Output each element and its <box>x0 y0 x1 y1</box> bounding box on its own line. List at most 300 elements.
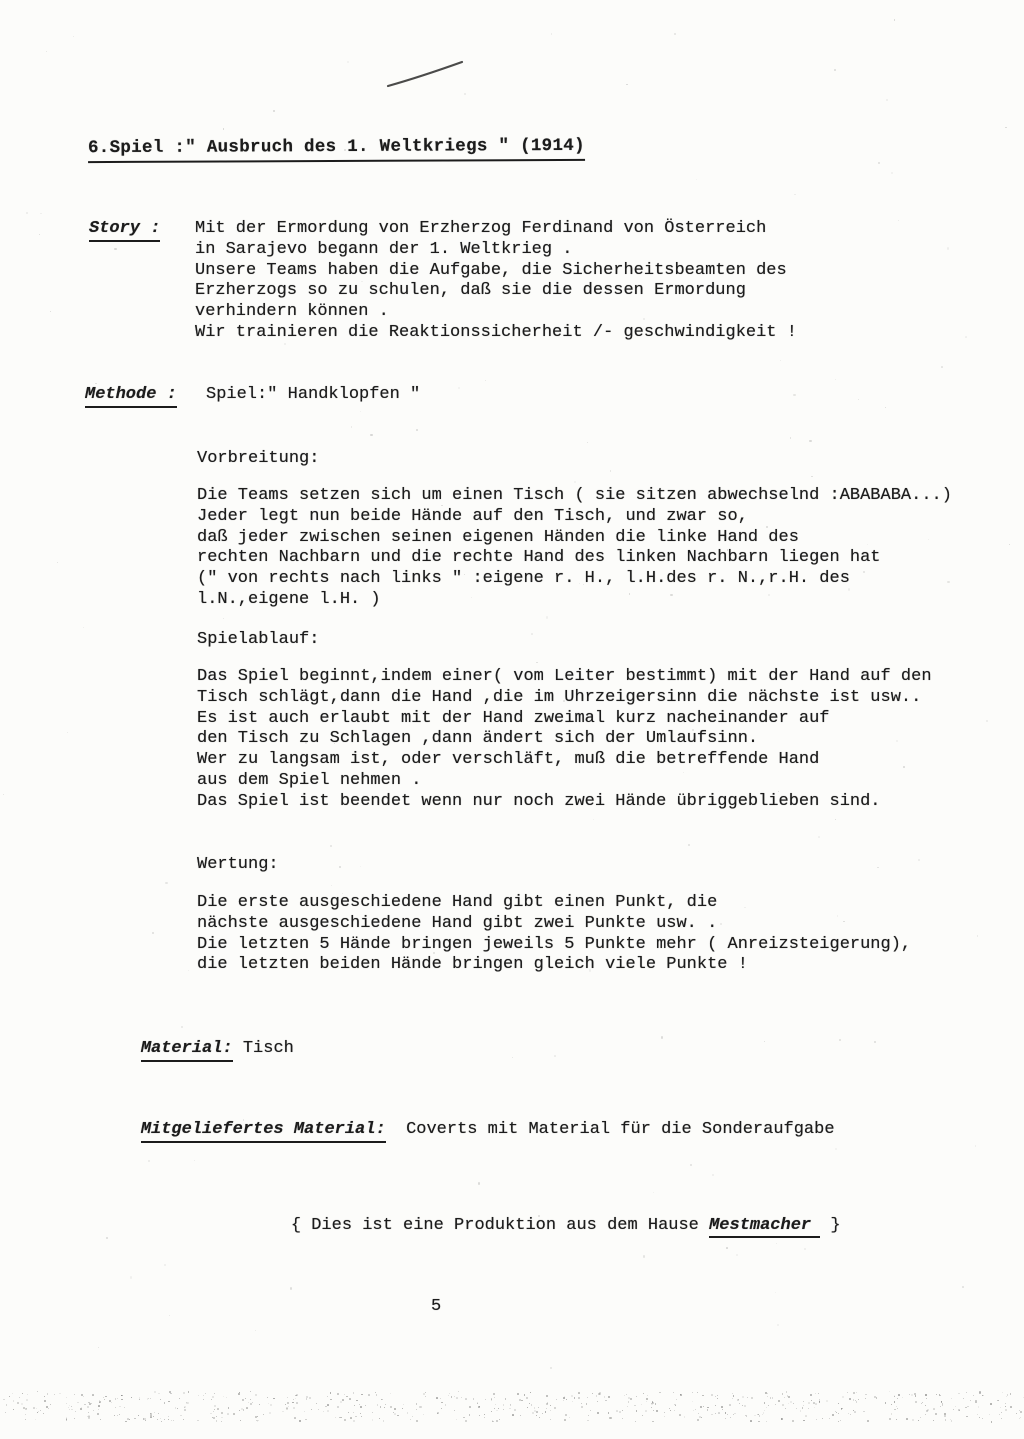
scan-speckle <box>296 1402 298 1404</box>
scan-speckle <box>226 1397 227 1398</box>
scan-speckle <box>751 1397 753 1399</box>
scan-noise-band <box>0 1385 1024 1430</box>
scan-speckle <box>725 1418 726 1419</box>
scan-speckle <box>688 844 690 846</box>
scan-speckle <box>536 662 538 664</box>
scan-speckle <box>759 1415 761 1417</box>
scan-speckle <box>203 1395 204 1396</box>
scan-speckle <box>587 1397 588 1398</box>
scan-speckle <box>98 1409 99 1410</box>
scan-speckle <box>856 1401 858 1403</box>
scan-speckle <box>733 1414 734 1415</box>
scan-speckle <box>216 1420 218 1422</box>
scan-speckle <box>248 1402 249 1403</box>
scan-speckle <box>394 1408 396 1410</box>
scan-speckle <box>896 1406 898 1408</box>
story-line: Mit der Ermordung von Erzherzog Ferdinand von Österreich <box>195 219 767 238</box>
scan-speckle <box>742 1396 744 1398</box>
scan-speckle <box>379 1418 380 1419</box>
scan-speckle <box>897 1408 899 1410</box>
scan-speckle <box>458 1391 459 1392</box>
scan-speckle <box>542 1413 543 1414</box>
scan-speckle <box>210 1413 211 1414</box>
scan-speckle <box>578 1397 580 1399</box>
story-line: Unsere Teams haben die Aufgabe, die Sicherheitsbeamten des <box>195 260 787 280</box>
scan-speckle <box>725 1412 727 1414</box>
scan-speckle <box>692 1401 693 1402</box>
scan-speckle <box>641 1404 642 1405</box>
scan-speckle <box>627 1406 628 1407</box>
story-text <box>195 219 797 344</box>
scan-speckle <box>425 1396 426 1397</box>
scan-speckle <box>496 1420 498 1422</box>
scan-speckle <box>461 1397 462 1398</box>
scan-speckle <box>273 110 275 112</box>
scan-speckle <box>477 1402 478 1403</box>
scan-speckle <box>87 1406 89 1408</box>
scan-speckle <box>1007 1394 1009 1396</box>
scan-speckle <box>891 1404 892 1405</box>
scan-speckle <box>966 1416 968 1418</box>
scan-speckle <box>718 1412 720 1414</box>
scan-speckle <box>853 1399 854 1400</box>
spielablauf-line: Es ist auch erlaubt mit der Hand zweimal kurz nacheinander auf <box>197 708 830 728</box>
scan-speckle <box>886 99 888 101</box>
scan-speckle <box>184 1407 185 1408</box>
scan-speckle <box>469 1414 470 1415</box>
scan-speckle <box>536 1411 537 1412</box>
scan-speckle <box>670 1410 671 1411</box>
scan-speckle <box>698 1413 699 1414</box>
scan-speckle <box>245 1398 246 1399</box>
scan-speckle <box>803 1401 804 1402</box>
scan-speckle <box>782 1404 784 1406</box>
scan-speckle <box>290 1287 292 1289</box>
scan-speckle <box>1010 1393 1012 1395</box>
scan-speckle <box>98 1405 100 1407</box>
scan-speckle <box>836 1412 837 1413</box>
scan-speckle <box>92 1394 94 1396</box>
scan-speckle <box>521 1400 522 1401</box>
scan-speckle <box>963 1398 964 1399</box>
scan-speckle <box>259 1404 260 1405</box>
scan-speckle <box>213 1417 215 1419</box>
scan-speckle <box>296 1394 298 1396</box>
scan-speckle <box>168 1401 170 1403</box>
scan-speckle <box>503 1404 504 1405</box>
scan-speckle <box>327 1410 329 1412</box>
scan-speckle <box>574 1397 576 1399</box>
wertung-heading: Wertung: <box>197 855 279 874</box>
scan-speckle <box>628 1397 630 1399</box>
scan-speckle <box>936 1394 937 1395</box>
scan-speckle <box>130 1276 132 1278</box>
scan-speckle <box>790 1401 792 1403</box>
scan-speckle <box>652 1401 653 1402</box>
scan-speckle <box>441 1402 442 1403</box>
scan-speckle <box>962 1286 964 1288</box>
scan-speckle <box>99 1400 101 1402</box>
scan-speckle <box>469 1406 471 1408</box>
scan-speckle <box>652 1402 654 1404</box>
scan-speckle <box>454 1410 455 1411</box>
scan-speckle <box>117 1415 118 1416</box>
scan-speckle <box>186 1402 188 1404</box>
scan-speckle <box>294 1417 296 1419</box>
scan-speckle <box>626 1394 627 1395</box>
scan-speckle <box>973 1395 974 1396</box>
scan-speckle <box>493 1393 495 1395</box>
scan-speckle <box>59 1393 60 1394</box>
scan-speckle <box>104 1399 105 1400</box>
scan-speckle <box>1020 1417 1021 1418</box>
scan-speckle <box>330 845 332 847</box>
scan-speckle <box>19 1397 21 1399</box>
scan-speckle <box>785 1408 786 1409</box>
scan-speckle <box>477 1403 478 1404</box>
scan-speckle <box>564 1396 566 1398</box>
scan-speckle <box>702 1395 703 1396</box>
scan-speckle <box>293 1399 294 1400</box>
scan-speckle <box>337 1406 339 1408</box>
scan-speckle <box>99 1401 101 1403</box>
scan-speckle <box>894 1395 895 1396</box>
scan-speckle <box>684 1416 685 1417</box>
scan-speckle <box>593 819 594 820</box>
scan-speckle <box>153 1416 154 1417</box>
scan-speckle <box>927 1409 929 1411</box>
scan-speckle <box>744 1405 746 1407</box>
scan-speckle <box>227 1413 229 1415</box>
scan-speckle <box>746 1415 748 1417</box>
scan-speckle <box>935 1413 937 1415</box>
scan-speckle <box>66 1418 67 1419</box>
spacer <box>386 1120 406 1139</box>
scan-speckle <box>918 1420 919 1421</box>
scan-speckle <box>368 1394 370 1396</box>
scan-speckle <box>853 1392 855 1394</box>
scan-speckle <box>848 1413 849 1414</box>
scan-speckle <box>814 1407 816 1409</box>
scan-speckle <box>1001 1418 1002 1419</box>
scan-speckle <box>810 1394 812 1396</box>
scan-speckle <box>44 1396 45 1397</box>
scan-speckle <box>50 311 51 312</box>
scan-speckle <box>546 1395 548 1397</box>
scan-speckle <box>651 1403 652 1404</box>
scan-speckle <box>838 1421 839 1422</box>
scan-speckle <box>74 1394 75 1395</box>
scan-speckle <box>119 1406 120 1407</box>
scan-speckle <box>922 1402 923 1403</box>
scan-speckle <box>778 1400 779 1401</box>
scan-speckle <box>742 1405 743 1406</box>
scan-speckle <box>331 885 332 886</box>
scan-speckle <box>184 1409 185 1410</box>
scan-speckle <box>867 1420 869 1422</box>
scan-speckle <box>25 1408 27 1410</box>
scan-speckle <box>950 1419 951 1420</box>
scan-speckle <box>138 1415 139 1416</box>
scan-speckle <box>563 1400 564 1401</box>
scan-speckle <box>912 1419 914 1421</box>
scan-speckle <box>772 1397 774 1399</box>
scan-speckle <box>256 1420 257 1421</box>
scan-speckle <box>897 1398 898 1399</box>
scan-speckle <box>154 1412 155 1413</box>
scan-speckle <box>818 836 820 838</box>
scan-speckle <box>109 1400 111 1402</box>
scan-speckle <box>965 336 967 338</box>
scan-speckle <box>536 1415 537 1416</box>
scan-speckle <box>991 1421 993 1423</box>
scan-speckle <box>177 1408 178 1409</box>
scan-speckle <box>353 1420 355 1422</box>
scan-speckle <box>88 1416 90 1418</box>
scan-speckle <box>217 1408 219 1410</box>
scan-speckle <box>295 1395 296 1396</box>
scan-speckle <box>784 1397 785 1398</box>
scan-speckle <box>707 1409 709 1411</box>
scan-speckle <box>915 1401 917 1403</box>
scan-speckle <box>958 1393 959 1394</box>
scan-speckle <box>534 1407 536 1409</box>
scan-speckle <box>695 1409 696 1410</box>
scan-speckle <box>37 1412 38 1413</box>
scan-speckle <box>1010 1406 1012 1408</box>
scan-speckle <box>173 1420 174 1421</box>
scan-speckle <box>532 1412 534 1414</box>
scan-speckle <box>967 1406 969 1408</box>
scan-speckle <box>599 1392 601 1394</box>
scan-speckle <box>183 1419 184 1420</box>
scan-speckle <box>238 1393 240 1395</box>
scan-speckle <box>270 1404 272 1406</box>
scan-speckle <box>255 1330 256 1331</box>
scan-speckle <box>171 1420 172 1421</box>
scan-speckle <box>951 1398 952 1399</box>
scan-speckle <box>3 794 5 796</box>
scan-speckle <box>556 1399 557 1400</box>
scan-speckle <box>397 1415 399 1417</box>
scan-speckle <box>674 1410 675 1411</box>
scan-speckle <box>114 1415 115 1416</box>
scan-speckle <box>955 1406 956 1407</box>
scan-speckle <box>288 1406 289 1407</box>
scan-speckle <box>982 1395 983 1396</box>
scan-speckle <box>829 1418 830 1419</box>
scan-speckle <box>711 1414 713 1416</box>
scan-speckle <box>659 1392 660 1393</box>
story-line: in Sarajevo begann der 1. Weltkrieg . <box>195 239 573 259</box>
scan-speckle <box>885 1402 886 1403</box>
vorbereitung-heading: Vorbreitung: <box>197 449 320 468</box>
scan-speckle <box>183 1392 185 1394</box>
scan-speckle <box>57 562 58 563</box>
scan-speckle <box>800 1410 801 1411</box>
scan-speckle <box>703 1406 704 1407</box>
scan-speckle <box>353 1392 354 1393</box>
scan-speckle <box>161 1421 162 1422</box>
scan-speckle <box>911 1394 913 1396</box>
scan-speckle <box>160 1399 161 1400</box>
scan-speckle <box>978 1406 980 1408</box>
scan-speckle <box>998 1400 999 1401</box>
scan-speckle <box>858 399 859 400</box>
scan-speckle <box>361 1416 362 1417</box>
scan-speckle <box>25 1414 26 1415</box>
scan-speckle <box>381 1399 382 1400</box>
wertung-line: die letzten beiden Hände bringen gleich viele Punkte ! <box>197 955 748 975</box>
scan-speckle <box>372 1412 373 1413</box>
scan-speckle <box>498 1408 499 1409</box>
scan-speckle <box>699 1416 701 1418</box>
scan-speckle <box>241 1408 243 1410</box>
story-line: verhindern können . <box>195 302 389 322</box>
scan-speckle <box>664 1412 665 1413</box>
spielablauf-line: Das Spiel ist beendet wenn nur noch zwei Hände übriggeblieben sind. <box>197 791 881 811</box>
scan-speckle <box>416 429 418 431</box>
scan-speckle <box>99 1402 100 1403</box>
scan-speckle <box>80 1408 81 1409</box>
scan-speckle <box>88 1412 89 1413</box>
scan-speckle <box>425 1392 426 1393</box>
scan-speckle <box>788 1396 790 1398</box>
scan-speckle <box>152 932 154 934</box>
scan-speckle <box>727 1414 728 1415</box>
scan-speckle <box>66 1419 67 1420</box>
scan-speckle <box>692 1392 693 1393</box>
scan-speckle <box>451 1396 452 1397</box>
scan-speckle <box>360 866 361 867</box>
scan-speckle <box>465 1420 467 1422</box>
scan-speckle <box>636 1396 637 1397</box>
material-value-text: Tisch <box>242 1038 294 1058</box>
scan-speckle <box>68 1407 69 1408</box>
scan-speckle <box>97 1413 99 1415</box>
scan-speckle <box>999 1414 1000 1415</box>
scan-speckle <box>1002 1392 1003 1393</box>
scan-speckle <box>1001 1412 1002 1413</box>
scan-speckle <box>786 1391 788 1393</box>
scan-speckle <box>514 1409 516 1411</box>
scan-speckle <box>263 1414 264 1415</box>
scan-speckle <box>186 1402 188 1404</box>
scan-speckle <box>550 1405 551 1406</box>
scan-speckle <box>180 1415 182 1417</box>
scan-speckle <box>989 1414 990 1415</box>
scan-speckle <box>763 1412 765 1414</box>
scan-speckle <box>103 1397 104 1398</box>
scan-speckle <box>547 1402 548 1403</box>
scan-speckle <box>382 1399 383 1400</box>
scan-speckle <box>492 1420 493 1421</box>
scan-speckle <box>898 220 899 221</box>
scan-speckle <box>71 1406 72 1407</box>
scan-speckle <box>571 1395 572 1396</box>
scan-speckle <box>530 1392 531 1393</box>
scan-speckle <box>835 819 836 820</box>
scan-speckle <box>940 1395 941 1396</box>
material-label: Material: <box>141 1039 233 1062</box>
scan-speckle <box>26 1399 28 1401</box>
scan-speckle <box>610 470 611 471</box>
scan-speckle <box>36 1408 37 1409</box>
vorbereitung-line: Jeder legt nun beide Hände auf den Tisch, und zwar so, <box>197 506 748 526</box>
production-note-suffix: } <box>820 1216 841 1235</box>
scan-speckle <box>925 1405 926 1406</box>
scan-speckle <box>416 1403 417 1404</box>
scan-speckle <box>148 1398 149 1399</box>
mitgeliefertes-material-value: Coverts mit Material für die Sonderaufgabe <box>406 1119 835 1139</box>
scan-speckle <box>605 1400 606 1401</box>
scan-speckle <box>354 1405 355 1406</box>
scan-speckle <box>939 1394 941 1396</box>
scan-speckle <box>74 1418 75 1419</box>
vorbereitung-line: Die Teams setzen sich um einen Tisch ( sie sitzen abwechselnd :ABABABA...) <box>197 486 952 505</box>
scan-speckle <box>697 1419 699 1421</box>
scan-speckle <box>211 1399 212 1400</box>
scan-speckle <box>925 1414 926 1415</box>
scan-speckle <box>393 1412 395 1414</box>
scan-speckle <box>894 1396 895 1397</box>
scan-speckle <box>50 1404 51 1405</box>
scan-speckle <box>147 1398 149 1400</box>
scan-speckle <box>330 1392 331 1393</box>
wertung-line: nächste ausgeschiedene Hand gibt zwei Punkte usw. . <box>197 913 718 933</box>
scan-speckle <box>353 1412 354 1413</box>
scan-speckle <box>842 1396 844 1398</box>
scan-speckle <box>1005 127 1006 128</box>
scan-speckle <box>287 1402 289 1404</box>
scan-speckle <box>739 1403 740 1404</box>
scan-speckle <box>853 1410 854 1411</box>
scan-speckle <box>106 1237 108 1239</box>
scan-speckle <box>385 1404 386 1405</box>
scan-speckle <box>410 1419 412 1421</box>
scan-speckle <box>416 1409 418 1411</box>
scan-speckle <box>342 1399 344 1401</box>
scan-speckle <box>93 1410 94 1411</box>
scan-speckle <box>643 1255 645 1257</box>
scan-speckle <box>808 1402 810 1404</box>
vorbereitung-line: l.N.,eigene l.H. ) <box>197 589 381 609</box>
scan-speckle <box>766 1407 767 1408</box>
scan-speckle <box>885 407 886 408</box>
scan-speckle <box>473 1398 475 1400</box>
spielablauf-text <box>197 667 932 813</box>
scan-speckle <box>941 1401 943 1403</box>
scan-speckle <box>5 1412 6 1413</box>
scan-speckle <box>299 1420 300 1421</box>
scan-speckle <box>715 1413 716 1414</box>
scan-speckle <box>416 1420 418 1422</box>
scan-speckle <box>975 1400 976 1401</box>
scan-speckle <box>340 1417 341 1418</box>
scan-speckle <box>169 1315 170 1316</box>
scan-speckle <box>802 1407 804 1409</box>
scan-speckle <box>359 1404 360 1405</box>
scan-speckle <box>383 1420 385 1422</box>
scan-speckle <box>12 1393 13 1394</box>
scan-speckle <box>816 1419 817 1420</box>
scan-speckle <box>808 1408 809 1409</box>
scan-speckle <box>44 1400 46 1402</box>
scan-speckle <box>581 1403 582 1404</box>
scan-speckle <box>898 1394 900 1396</box>
scan-speckle <box>347 61 349 63</box>
scan-speckle <box>622 1410 623 1411</box>
